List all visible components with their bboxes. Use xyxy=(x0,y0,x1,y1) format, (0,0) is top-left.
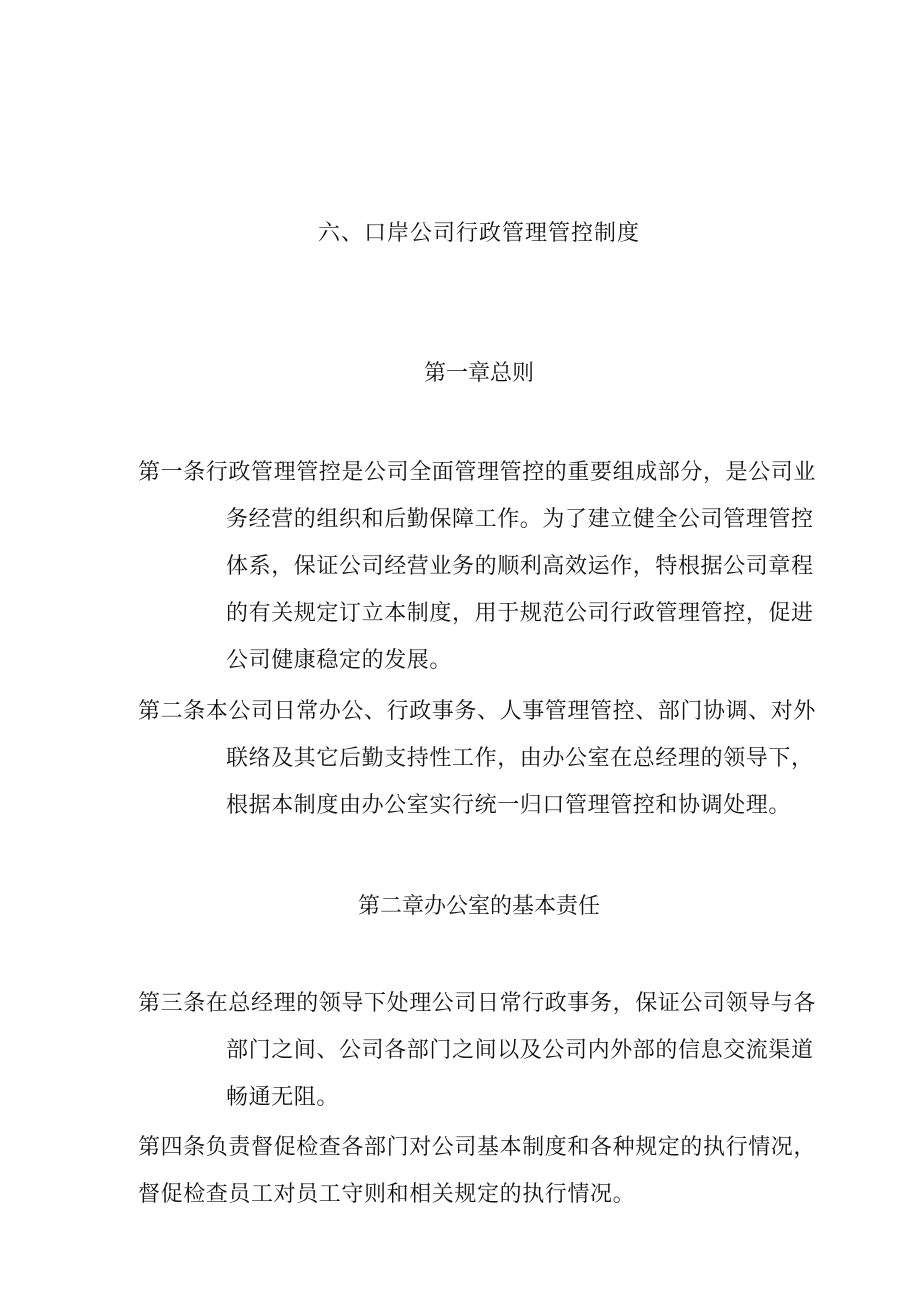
article-1 xyxy=(138,449,838,684)
article-line: 畅通无阻。 xyxy=(226,1085,340,1110)
article-line: 体系，保证公司经营业务的顺利高效运作，特根据公司章程 xyxy=(226,554,814,579)
article-line: 根据本制度由办公室实行统一归口管理管控和协调处理。 xyxy=(226,793,792,818)
article-2 xyxy=(138,688,838,829)
article-line: 部门之间、公司各部门之间以及公司内外部的信息交流渠道 xyxy=(226,1038,814,1063)
article-3 xyxy=(138,980,838,1121)
document-title: 六、口岸公司行政管理管控制度 xyxy=(317,221,640,246)
article-line: 公司健康稳定的发展。 xyxy=(226,648,453,673)
article-line: 的有关规定订立本制度，用于规范公司行政管理管控，促进 xyxy=(226,601,814,626)
article-4 xyxy=(138,1124,838,1218)
article-line: 第一条行政管理管控是公司全面管理管控的重要组成部分，是公司业 xyxy=(138,460,817,485)
article-line: 第四条负责督促检查各部门对公司基本制度和各种规定的执行情况， xyxy=(138,1135,817,1160)
article-line: 第二条本公司日常办公、行政事务、人事管理管控、部门协调、对外 xyxy=(138,699,817,724)
article-line: 督促检查员工对员工守则和相关规定的执行情况。 xyxy=(138,1182,636,1207)
chapter-heading-2: 第二章办公室的基本责任 xyxy=(357,894,600,919)
chapter-heading-1: 第一章总则 xyxy=(423,361,534,386)
article-line: 第三条在总经理的领导下处理公司日常行政事务，保证公司领导与各 xyxy=(138,991,817,1016)
article-line: 务经营的组织和后勤保障工作。为了建立健全公司管理管控 xyxy=(226,507,814,532)
article-line: 联络及其它后勤支持性工作，由办公室在总经理的领导下， xyxy=(226,746,814,771)
